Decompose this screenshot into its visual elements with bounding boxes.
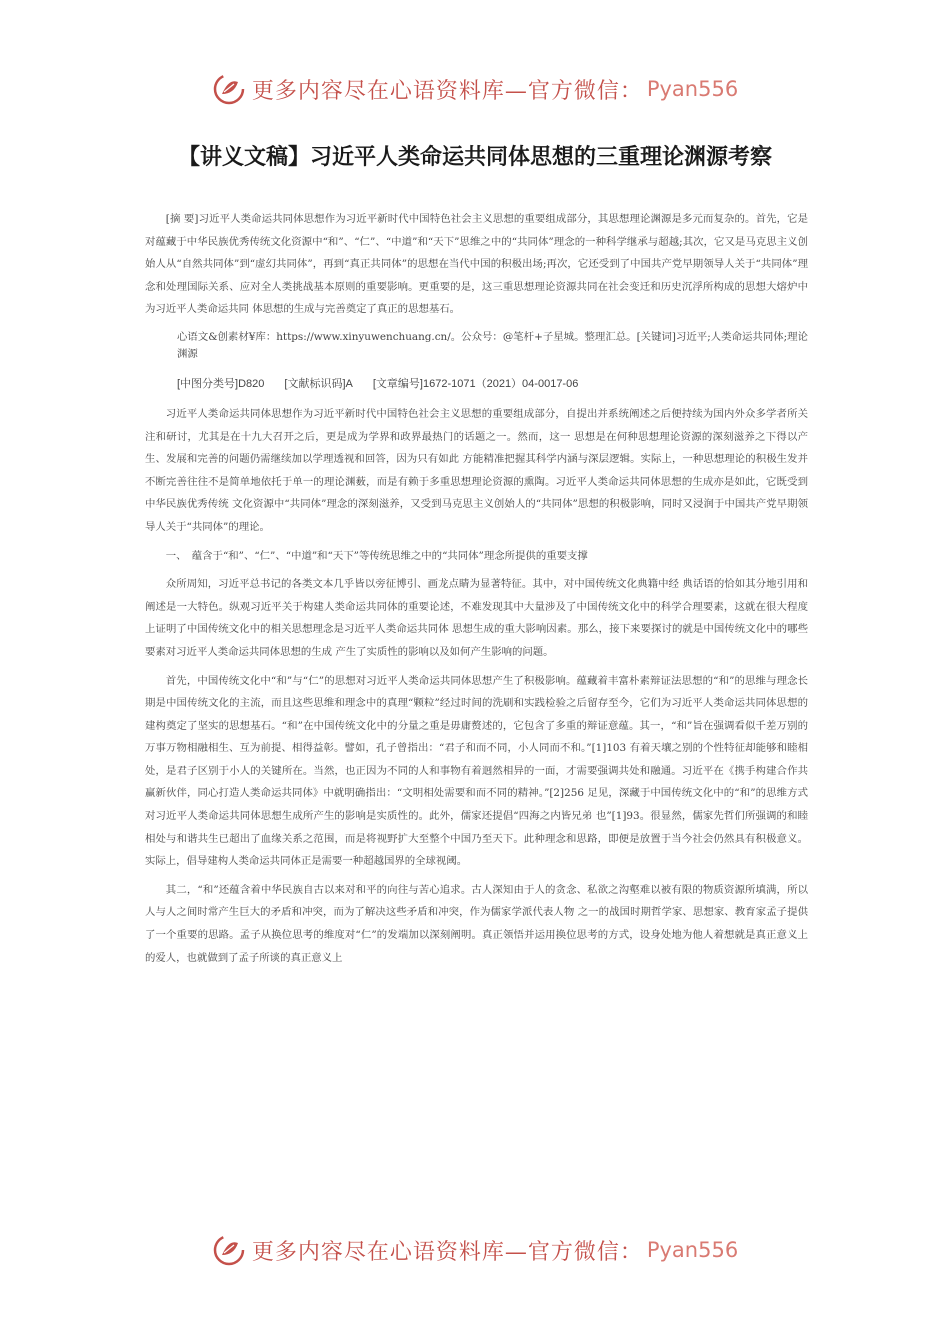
article-number: [文章编号]1672-1071（2021）04-0017-06 bbox=[372, 377, 579, 390]
intro-paragraph: 习近平人类命运共同体思想作为习近平新时代中国特色社会主义思想的重要组成部分，自提出并系统阐述之后便持续为国内外众多学者所关注和研讨，尤其是在十九大召开之后，更是成为学界和政界最热门的话题之一。然而，这一 思想是在何种思想理论资源的深刻滋养之下得以产生、发展和完善的问题仍需继续加以学理透视和回答，因为只有如此 方能精准把握其科学内涵与深层逻辑。实际上，一种思想理论的积极生发并不断完善往往不是简单地依托于单一的理论渊薮，而是有赖于多重思想理论资源的熏陶。习近平人类命运共同体思想的生成亦是如此，它既受到中华民族优秀传统 文化资源中“共同体”理念的深刻滋养，又受到马克思主义创始人的“共同体”思想的积极影响，同时又浸润于中国共产党早期领导人关于“共同体”的理论。 bbox=[145, 407, 808, 533]
watermark-text: 更多内容尽在心语资料库—官方微信： bbox=[251, 78, 643, 104]
document-body bbox=[145, 208, 808, 969]
document-code: [文献标识码]A bbox=[284, 377, 353, 390]
document-title: 【讲义文稿】习近平人类命运共同体思想的三重理论渊源考察 bbox=[177, 145, 772, 170]
paragraph-1: 众所周知，习近平总书记的各类文本几乎皆以旁征博引、画龙点睛为显著特征。其中，对中国传统文化典籍中经 典话语的恰如其分地引用和阐述是一大特色。纵观习近平关于构建人类命运共同体的重要论述，不难发现其中大量涉及了中国传统文化中的科学合理要素，这就在很大程度上证明了中国传统文化中的相关思想理念是习近平人类命运共同体 思想生成的重大影响因素。那么，接下来要探讨的就是中国传统文化中的哪些要素对习近平人类命运共同体思想的生成 产生了实质性的影响以及如何产生影响的问题。 bbox=[145, 578, 808, 658]
leaf-logo-icon bbox=[212, 1233, 246, 1267]
abstract: [摘 要]习近平人类命运共同体思想作为习近平新时代中国特色社会主义思想的重要组成部分，其思想理论渊源是多元而复杂的。首先，它是对蕴藏于中华民族优秀传统文化资源中“和”、“仁”、“中道”和“天下”思维之中的“共同体”理念的一种科学继承与超越;其次，它又是马克思主义创始人从“自然共同体”到“虚幻共同体”，再到“真正共同体”的思想在当代中国的积极出场;再次，它还受到了中国共产党早期领导人关于“共同体”理念和处理国际关系、应对全人类挑战基本原则的重要影响。更重要的是，这三重思想理论资源共同在社会变迁和历史沉浮所构成的思想大熔炉中为习近平人类命运共同 体思想的生成与完善奠定了真正的思想基石。 bbox=[145, 213, 808, 316]
clc-number: [中图分类号]D820 bbox=[177, 377, 265, 390]
classification-line bbox=[145, 375, 808, 391]
source-and-keywords: 心语文&创素材¥库：https://www.xinyuwenchuang.cn/。公众号：@笔杆+子星城。整理汇总。[关键词]习近平;人类命运共同体;理论渊源 bbox=[177, 330, 808, 360]
section-heading-1: 一、 蕴含于“和”、“仁”、“中道”和“天下”等传统思维之中的“共同体”理念所提供的重要支撑 bbox=[165, 549, 588, 562]
leaf-logo-icon bbox=[212, 72, 246, 106]
paragraph-2: 首先，中国传统文化中“和”与“仁”的思想对习近平人类命运共同体思想产生了积极影响。蕴藏着丰富朴素辩证法思想的“和”的思维与理念长期是中国传统文化的主流，而且这些思维和理念中的真理“颗粒”经过时间的洗刷和实践检验之后留存至今，它们为习近平人类命运共同体思想的建构奠定了坚实的思想基石。“和”在中国传统文化中的分量之重是毋庸赘述的，它包含了多重的辩证意蕴。其一，“和”旨在强调看似千差万别的万事万物相融相生、互为前提、相得益彰。譬如，孔子曾指出：“君子和而不同，小人同而不和。”[1]103 有着天壤之别的个性特征却能够和睦相处，是君子区别于小人的关键所在。当然，也正因为不同的人和事物有着迥然相异的一面，才需要强调共处和融通。习近平在《携手构建合作共赢新伙伴，同心打造人类命运共同体》中就明确指出：“文明相处需要和而不同的精神。”[2]256 足见，深藏于中国传统文化中的“和”的思维方式对习近平人类命运共同体思想生成所产生的影响是实质性的。此外，儒家还提倡“四海之内皆兄弟 也”[1]93。很显然，儒家先哲们所强调的和睦相处与和谐共生已超出了血缘关系之范围，而是将视野扩大至整个中国乃至天下。此种理念和思路，即便是放置于当今社会仍然具有积极意义。实际上，倡导建构人类命运共同体正是需要一种超越国界的全球视阈。 bbox=[145, 674, 808, 868]
watermark-wechat-id: Pyan556 bbox=[646, 1238, 739, 1262]
watermark-text: 更多内容尽在心语资料库—官方微信： bbox=[251, 1239, 643, 1265]
paragraph-3: 其二，“和”还蕴含着中华民族自古以来对和平的向往与苦心追求。古人深知由于人的贪念、私欲之沟壑难以被有限的物质资源所填满，所以人与人之间时常产生巨大的矛盾和冲突，而为了解决这些矛盾和冲突，作为儒家学派代表人物 之一的战国时期哲学家、思想家、教育家孟子提供了一个重要的思路。孟子从换位思考的维度对“仁”的发端加以深刻阐明。真正领悟并运用换位思考的方式，设身处地为他人着想就是真正意义上的爱人，也就做到了孟子所谈的真正意义上 bbox=[145, 883, 808, 964]
watermark-top bbox=[0, 72, 950, 106]
watermark-bottom bbox=[0, 1233, 950, 1267]
watermark-wechat-id: Pyan556 bbox=[646, 77, 739, 101]
